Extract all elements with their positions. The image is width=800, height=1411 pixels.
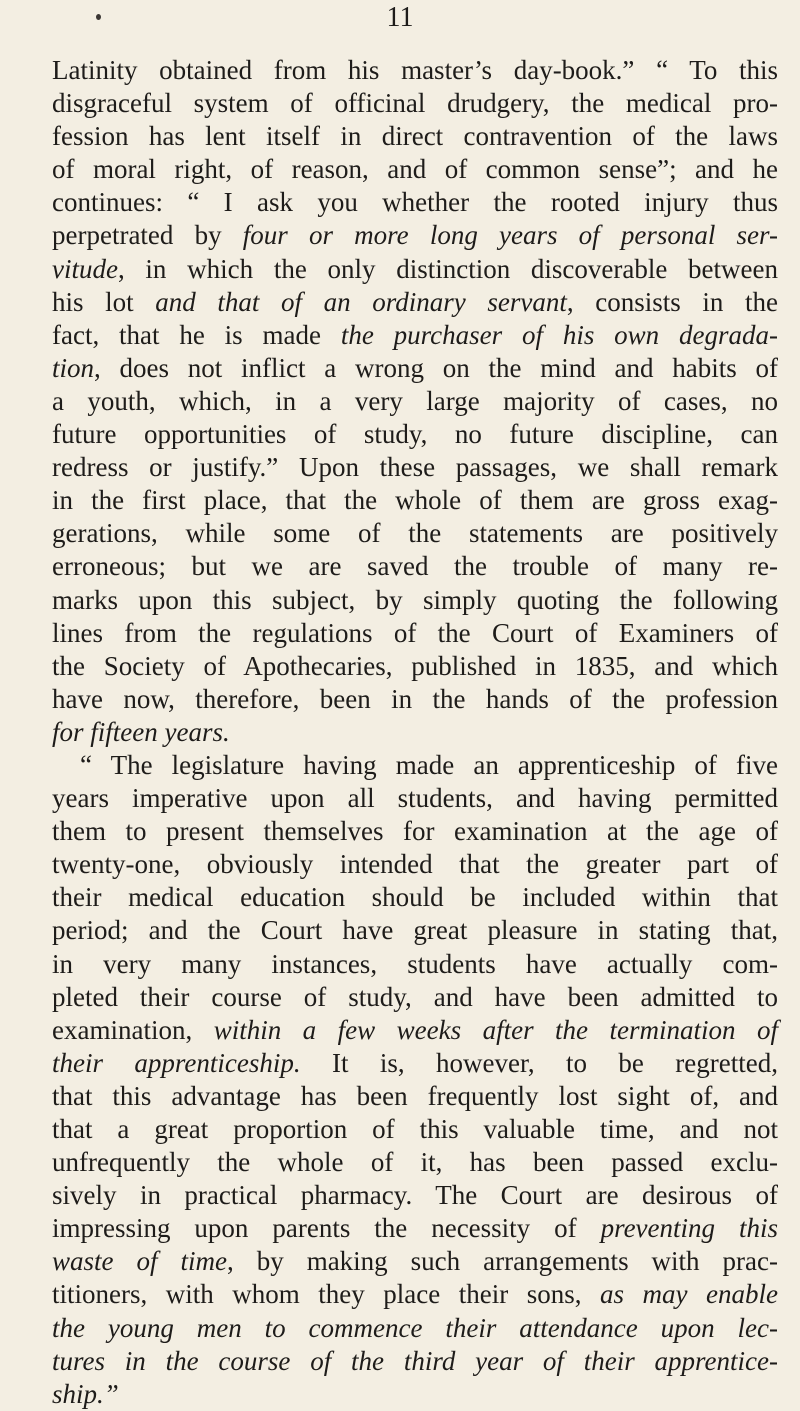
text-run: that a great proportion of this valuable time, and not	[52, 1114, 778, 1144]
text-line	[52, 517, 778, 550]
italic-run: as may enable	[600, 1279, 778, 1310]
italic-run: the purchaser of his own degrada-	[340, 319, 778, 350]
text-run: , by making such arrangements with prac-	[226, 1246, 778, 1277]
italic-run: waste of time	[52, 1246, 227, 1277]
text-run: his lot	[52, 286, 156, 317]
text-run: their medical education should be included within that	[52, 882, 778, 913]
text-line	[52, 319, 778, 352]
text-run: disgraceful system of officinal drudgery, the medical pro-	[52, 88, 778, 119]
text-run: sively in practical pharmacy. The Court are desirous of	[52, 1180, 778, 1211]
text-run: Latinity obtained from his master’s day-book.” “ To this	[52, 55, 778, 85]
text-line	[52, 1278, 778, 1311]
text-run: “ The legislature having made an apprenticeship of five	[80, 749, 778, 780]
text-line	[52, 1113, 778, 1146]
text-run: fession has lent itself in direct contravention of the laws	[52, 121, 778, 152]
text-line	[52, 253, 778, 286]
text-line	[52, 584, 778, 617]
text-line	[52, 153, 778, 186]
text-line	[52, 451, 778, 484]
page-number: 11	[386, 2, 414, 33]
text-run: continues: “ I ask you whether the rooted injury thus	[52, 187, 778, 218]
text-run: perpetrated by	[52, 220, 243, 251]
italic-run: their apprenticeship.	[52, 1047, 301, 1078]
text-run: , does not inflict a wrong on the mind and habits of	[94, 352, 778, 383]
text-line	[52, 286, 778, 319]
text-line	[52, 1245, 778, 1278]
body-text	[52, 54, 778, 1411]
italic-run: and that of an ordinary servant	[155, 286, 567, 317]
text-line	[52, 1014, 778, 1047]
italic-run: tion	[52, 352, 95, 383]
text-line	[52, 881, 778, 914]
text-line	[52, 1345, 778, 1378]
text-line	[52, 1047, 778, 1080]
text-line	[52, 914, 778, 947]
text-line	[52, 1312, 778, 1345]
text-line	[52, 981, 778, 1014]
text-line	[52, 1080, 778, 1113]
text-run: future opportunities of study, no future discipline, can	[52, 419, 778, 450]
text-line	[52, 418, 778, 451]
text-run: in the first place, that the whole of them are gross exag-	[52, 485, 778, 516]
text-line	[52, 650, 778, 683]
text-run: have now, therefore, been in the hands of the profession	[52, 683, 778, 714]
italic-run: four or more long years of personal ser-	[242, 220, 778, 251]
text-run: lines from the regulations of the Court of Examiners of	[52, 617, 778, 648]
text-run: fact, that he is made	[52, 319, 341, 350]
text-run: redress or justify.” Upon these passages, we shall remark	[52, 452, 778, 483]
text-run: in very many instances, students have actually com-	[52, 948, 778, 979]
italic-run: ship.”	[52, 1378, 119, 1409]
italic-run: for fifteen years.	[52, 716, 230, 747]
text-run: years imperative upon all students, and having permitted	[52, 783, 778, 814]
text-line	[52, 219, 778, 252]
text-line	[52, 683, 778, 716]
text-run: that this advantage has been frequently lost sight of, and	[52, 1080, 778, 1111]
text-line	[52, 848, 778, 881]
text-run: a youth, which, in a very large majority of cases, no	[52, 385, 778, 416]
text-run: period; and the Court have great pleasure in stating that,	[52, 915, 778, 946]
italic-run: tures in the course of the third year of their apprentice-	[52, 1345, 778, 1376]
text-line	[52, 120, 778, 153]
text-line	[52, 484, 778, 517]
text-line	[52, 87, 778, 120]
italic-run: preventing this	[600, 1213, 778, 1244]
text-line	[52, 782, 778, 815]
text-line	[52, 948, 778, 981]
text-run: titioners, with whom they place their sons,	[52, 1279, 601, 1310]
text-line	[52, 617, 778, 650]
text-run: , in which the only distinction discoverable between	[117, 253, 778, 284]
text-line	[52, 749, 778, 782]
text-run: gerations, while some of the statements are positively	[52, 518, 778, 549]
text-run: examination,	[52, 1014, 214, 1045]
text-run: , consists in the	[566, 286, 778, 317]
text-line	[52, 54, 778, 87]
text-run: impressing upon parents the necessity of	[52, 1213, 601, 1244]
text-run: pleted their course of study, and have been admitted to	[52, 981, 778, 1012]
text-line	[52, 815, 778, 848]
text-line	[52, 385, 778, 418]
text-line	[52, 716, 778, 749]
text-line	[52, 550, 778, 583]
italic-run: vitude	[52, 253, 118, 284]
text-line	[52, 1146, 778, 1179]
italic-run: the young men to commence their attendance upon lec-	[52, 1312, 778, 1343]
text-run: twenty-one, obviously intended that the greater part of	[52, 849, 778, 880]
text-run: the Society of Apothecaries, published in 1835, and which	[52, 650, 778, 681]
text-line	[52, 1378, 778, 1411]
text-run: of moral right, of reason, and of common sense”; and he	[52, 154, 778, 185]
text-run: It is, however, to be regretted,	[300, 1047, 778, 1078]
text-line	[52, 352, 778, 385]
text-run: unfrequently the whole of it, has been passed exclu-	[52, 1147, 778, 1178]
text-line	[52, 1212, 778, 1245]
text-run: marks upon this subject, by simply quoting the following	[52, 584, 778, 615]
text-line	[52, 1179, 778, 1212]
text-run: them to present themselves for examination at the age of	[52, 816, 778, 847]
italic-run: within a few weeks after the termination of	[213, 1014, 778, 1045]
text-run: erroneous; but we are saved the trouble of many re-	[52, 551, 778, 582]
text-line	[52, 186, 778, 219]
ink-speck	[96, 14, 101, 20]
